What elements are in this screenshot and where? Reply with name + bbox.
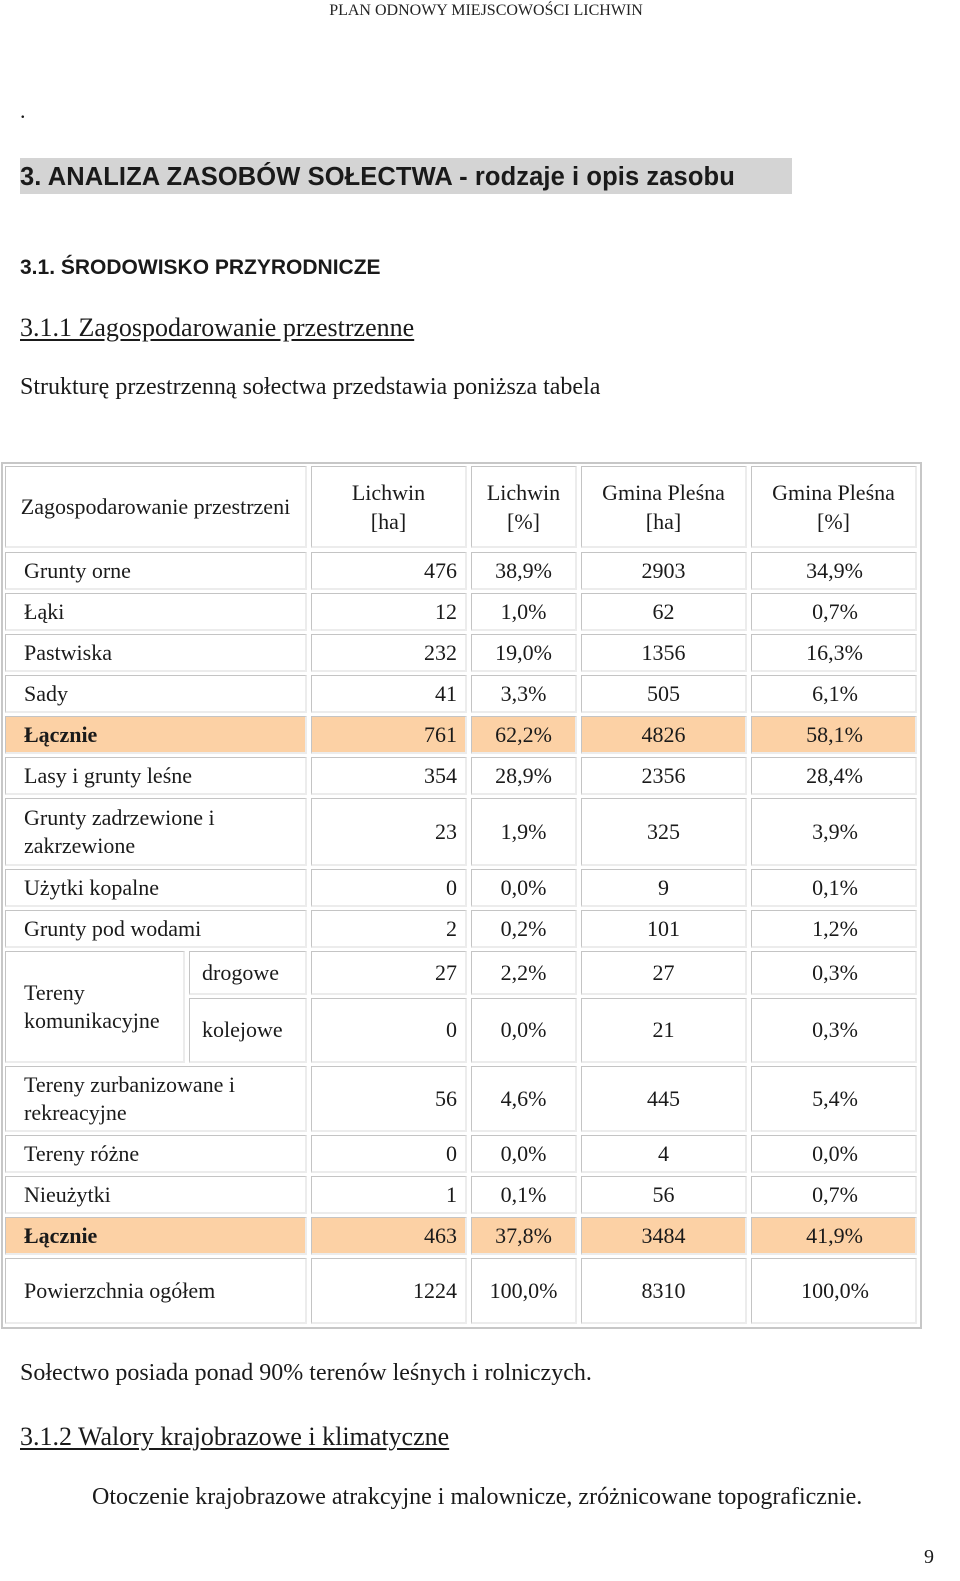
table-header-cell: Lichwin [%]	[471, 466, 577, 548]
lichwin-ha: 56	[311, 1066, 467, 1132]
lichwin-pct: 0,0%	[471, 998, 577, 1063]
lichwin-pct: 0,2%	[471, 910, 577, 948]
lichwin-pct: 0,1%	[471, 1176, 577, 1214]
gmina-ha: 101	[581, 910, 747, 948]
gmina-pct: 0,7%	[751, 593, 917, 631]
gmina-ha: 1356	[581, 634, 747, 672]
gmina-pct: 5,4%	[751, 1066, 917, 1132]
lichwin-ha: 12	[311, 593, 467, 631]
lichwin-ha: 232	[311, 634, 467, 672]
lichwin-pct: 19,0%	[471, 634, 577, 672]
gmina-ha: 8310	[581, 1258, 747, 1324]
lichwin-pct: 0,0%	[471, 1135, 577, 1173]
gmina-pct: 3,9%	[751, 798, 917, 866]
lichwin-ha: 23	[311, 798, 467, 866]
summary-text: Sołectwo posiada ponad 90% terenów leśnych i rolniczych.	[20, 1360, 592, 1386]
gmina-pct: 41,9%	[751, 1217, 917, 1255]
lichwin-pct: 62,2%	[471, 716, 577, 754]
table-header-cell: Lichwin [ha]	[311, 466, 467, 548]
stray-dot: .	[20, 98, 26, 123]
lichwin-pct: 100,0%	[471, 1258, 577, 1324]
section-heading: 3. ANALIZA ZASOBÓW SOŁECTWA - rodzaje i opis zasobu	[20, 158, 792, 194]
row-label: Grunty orne	[5, 552, 307, 590]
subsubsection-heading-2: 3.1.2 Walory krajobrazowe i klimatyczne	[20, 1422, 450, 1451]
row-label: Użytki kopalne	[5, 869, 307, 907]
subsection-heading: 3.1. ŚRODOWISKO PRZYRODNICZE	[20, 256, 381, 279]
group-label: Tereny komunikacyjne	[5, 951, 185, 1063]
lichwin-ha: 463	[311, 1217, 467, 1255]
gmina-ha: 2356	[581, 757, 747, 795]
gmina-pct: 0,3%	[751, 998, 917, 1063]
gmina-ha: 445	[581, 1066, 747, 1132]
page-number: 9	[924, 1546, 934, 1568]
gmina-ha: 4	[581, 1135, 747, 1173]
lichwin-ha: 354	[311, 757, 467, 795]
gmina-ha: 3484	[581, 1217, 747, 1255]
gmina-ha: 325	[581, 798, 747, 866]
lichwin-ha: 2	[311, 910, 467, 948]
lichwin-pct: 37,8%	[471, 1217, 577, 1255]
gmina-pct: 0,7%	[751, 1176, 917, 1214]
lichwin-ha: 0	[311, 869, 467, 907]
land-use-table	[1, 462, 922, 1329]
row-label: Grunty pod wodami	[5, 910, 307, 948]
row-label: Tereny zurbanizowane i rekreacyjne	[5, 1066, 307, 1132]
table-header-cell: Zagospodarowanie przestrzeni	[5, 466, 307, 548]
gmina-ha: 27	[581, 951, 747, 995]
gmina-pct: 1,2%	[751, 910, 917, 948]
lichwin-ha: 0	[311, 1135, 467, 1173]
lichwin-pct: 28,9%	[471, 757, 577, 795]
paragraph-text: Otoczenie krajobrazowe atrakcyjne i malownicze, zróżnicowane topograficznie.	[92, 1484, 863, 1510]
row-label: Łącznie	[5, 716, 307, 754]
gmina-pct: 0,1%	[751, 869, 917, 907]
table-header-cell: Gmina Pleśna [%]	[751, 466, 917, 548]
gmina-pct: 16,3%	[751, 634, 917, 672]
gmina-ha: 505	[581, 675, 747, 713]
lichwin-pct: 4,6%	[471, 1066, 577, 1132]
intro-text: Strukturę przestrzenną sołectwa przedstawia poniższa tabela	[20, 374, 601, 400]
row-label: Pastwiska	[5, 634, 307, 672]
lichwin-ha: 1224	[311, 1258, 467, 1324]
lichwin-pct: 3,3%	[471, 675, 577, 713]
gmina-pct: 28,4%	[751, 757, 917, 795]
row-label: Lasy i grunty leśne	[5, 757, 307, 795]
row-label: Tereny różne	[5, 1135, 307, 1173]
gmina-pct: 0,0%	[751, 1135, 917, 1173]
lichwin-pct: 0,0%	[471, 869, 577, 907]
lichwin-ha: 27	[311, 951, 467, 995]
row-label: Łąki	[5, 593, 307, 631]
table-header-cell: Gmina Pleśna [ha]	[581, 466, 747, 548]
row-label: Łącznie	[5, 1217, 307, 1255]
gmina-pct: 34,9%	[751, 552, 917, 590]
gmina-ha: 4826	[581, 716, 747, 754]
gmina-pct: 58,1%	[751, 716, 917, 754]
gmina-pct: 100,0%	[751, 1258, 917, 1324]
gmina-pct: 6,1%	[751, 675, 917, 713]
row-label: Nieużytki	[5, 1176, 307, 1214]
lichwin-ha: 476	[311, 552, 467, 590]
lichwin-ha: 41	[311, 675, 467, 713]
row-sublabel: drogowe	[189, 951, 307, 995]
lichwin-ha: 0	[311, 998, 467, 1063]
gmina-ha: 9	[581, 869, 747, 907]
gmina-ha: 2903	[581, 552, 747, 590]
lichwin-ha: 1	[311, 1176, 467, 1214]
subsubsection-heading: 3.1.1 Zagospodarowanie przestrzenne	[20, 313, 415, 342]
gmina-ha: 21	[581, 998, 747, 1063]
page-header: PLAN ODNOWY MIEJSCOWOŚCI LICHWIN	[329, 2, 643, 19]
row-label: Powierzchnia ogółem	[5, 1258, 307, 1324]
lichwin-pct: 1,9%	[471, 798, 577, 866]
row-label: Grunty zadrzewione i zakrzewione	[5, 798, 307, 866]
lichwin-pct: 2,2%	[471, 951, 577, 995]
row-sublabel: kolejowe	[189, 998, 307, 1063]
gmina-ha: 56	[581, 1176, 747, 1214]
lichwin-pct: 1,0%	[471, 593, 577, 631]
lichwin-pct: 38,9%	[471, 552, 577, 590]
row-label: Sady	[5, 675, 307, 713]
gmina-ha: 62	[581, 593, 747, 631]
gmina-pct: 0,3%	[751, 951, 917, 995]
lichwin-ha: 761	[311, 716, 467, 754]
